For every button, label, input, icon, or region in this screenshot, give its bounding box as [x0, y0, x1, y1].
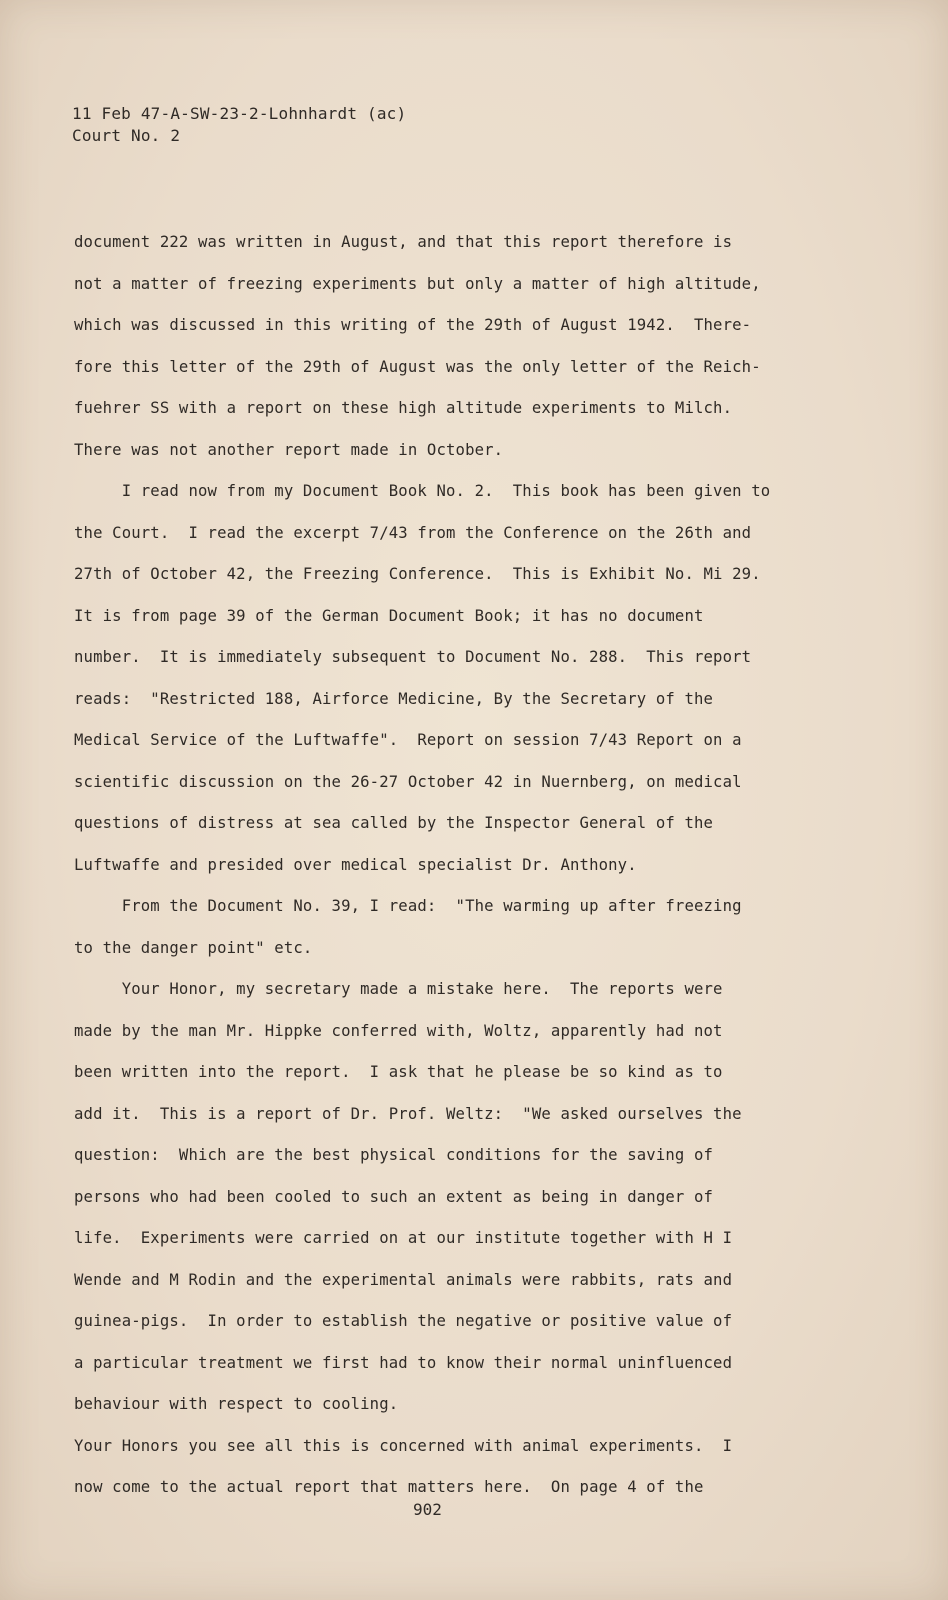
text-line: guinea-pigs. In order to establish the negative or positive value of [74, 1312, 733, 1330]
text-line: reads: "Restricted 188, Airforce Medicine, By the Secretary of the [74, 689, 714, 708]
text-line: From the Document No. 39, I read: "The warming up after freezing [74, 897, 742, 915]
header-court-line: Court No. 2 [72, 126, 181, 145]
text-line: the Court. I read the excerpt 7/43 from the Conference on the 26th and [74, 523, 752, 542]
text-line: Your Honors you see all this is concerned with animal experiments. I [74, 1436, 733, 1455]
text-line: Luftwaffe and presided over medical specialist Dr. Anthony. [74, 855, 637, 874]
text-line: Medical Service of the Luftwaffe". Report on session 7/43 Report on a [74, 731, 742, 749]
text-line: fuehrer SS with a report on these high altitude experiments to Milch. [74, 399, 733, 417]
text-line: to the danger point" etc. [74, 938, 313, 957]
text-line: not a matter of freezing experiments but only a matter of high altitude, [74, 274, 761, 293]
text-line: It is from page 39 of the German Document Book; it has no document [74, 606, 704, 625]
text-line: scientific discussion on the 26-27 October 42 in Nuernberg, on medical [74, 772, 742, 791]
text-line: which was discussed in this writing of the 29th of August 1942. There- [74, 316, 752, 334]
text-line: Your Honor, my secretary made a mistake here. The reports were [74, 980, 723, 998]
text-line: There was not another report made in October. [74, 440, 504, 459]
text-line: a particular treatment we first had to know their normal uninfluenced [74, 1353, 733, 1372]
text-line: fore this letter of the 29th of August was the only letter of the Reich- [74, 357, 761, 376]
text-line: number. It is immediately subsequent to Document No. 288. This report [74, 648, 752, 666]
text-line: life. Experiments were carried on at our institute together with H I [74, 1229, 733, 1247]
text-line: Wende and M Rodin and the experimental animals were rabbits, rats and [74, 1270, 733, 1289]
document-header [72, 103, 406, 147]
transcript-body [74, 222, 864, 1509]
text-line: been written into the report. I ask that he please be so kind as to [74, 1063, 723, 1081]
text-line: now come to the actual report that matters here. On page 4 of the [74, 1478, 704, 1496]
text-line: persons who had been cooled to such an extent as being in danger of [74, 1187, 714, 1206]
text-line: add it. This is a report of Dr. Prof. Weltz: "We asked ourselves the [74, 1104, 742, 1123]
text-line: I read now from my Document Book No. 2. This book has been given to [74, 482, 771, 500]
text-line: made by the man Mr. Hippke conferred with, Woltz, apparently had not [74, 1021, 723, 1040]
text-line: behaviour with respect to cooling. [74, 1395, 399, 1413]
header-session-line: 11 Feb 47-A-SW-23-2-Lohnhardt (ac) [72, 104, 407, 123]
text-line: 27th of October 42, the Freezing Conference. This is Exhibit No. Mi 29. [74, 565, 761, 583]
text-line: questions of distress at sea called by the Inspector General of the [74, 814, 714, 832]
page-number: 902 [413, 1500, 442, 1519]
text-line: question: Which are the best physical conditions for the saving of [74, 1146, 714, 1164]
text-line: document 222 was written in August, and that this report therefore is [74, 233, 733, 251]
